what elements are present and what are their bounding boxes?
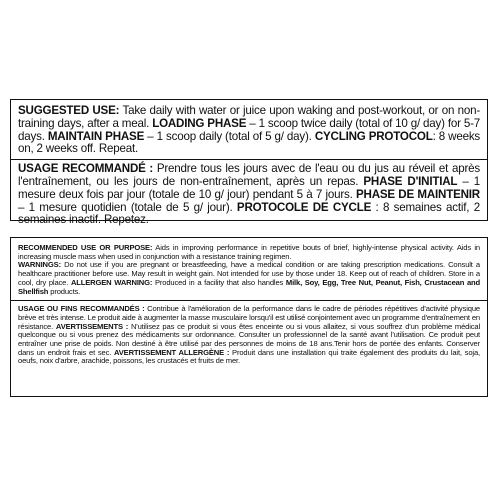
avertissement-allergene-text: Produit dans une installation qui traite également des produits du lait, soja, oeufs, noix d'arbre, arachide, poissons, les crustacés et fruits de mer. <box>18 347 480 366</box>
avertissements-text: N'utilisez pas ce produit si vous êtes enceinte ou si vous allaitez, si vous souffrez d'un problème médical quelconque ou si vous prenez des médicaments sur ordonnance. Consulter un professionnel de la santé avant l'utilisation. Ce produit peut entraîner une prise de poids. Non destiné à être utilisé par des personnes de moins de 18 ans.Tenir hors de portée des enfants. Conserver dans un endroit frais et sec. <box>18 321 481 357</box>
usage-instructions-panel <box>10 99 488 227</box>
allergen-items: Milk, Soy, Egg, Tree Nut, Peanut, Fish, Crustacean and Shellfish <box>18 277 480 296</box>
phase-initial-text: – 1 mesure deux fois par jour (totale de 10 g/ jour) pendant 5 à 7 jours. <box>18 174 480 201</box>
usage-recommande-text: Prendre tous les jours avec de l'eau ou du jus au réveil et après l'entraînement, ou les jours de non-entraînement, après un repas. <box>18 162 480 188</box>
warnings-text: Do not use if you are pregnant or breastfeeding, have a medical condition or are taking prescription medications. Consult a healthcare practitioner before use. May result in weight gain. Not intended for use by those under 18. Keep out of reach of children. Store in a cool, dry place. <box>18 260 480 287</box>
warnings-paragraph <box>18 261 480 296</box>
purpose-paragraph <box>18 244 480 261</box>
suggested-use-section <box>11 100 487 159</box>
phase-maintenir-label: PHASE DE MAINTENIR <box>355 187 480 201</box>
usage-fins-text: Contribue à l'amélioration de la performance dans le cadre de périodes répétitives d'activité physique brève et très intense. Le produit aide à augmenter la masse musculaire lorsqu'il est utilisé conjointement avec un programme d'entraînement en résistance. <box>18 304 480 331</box>
cycling-protocol-text: : 8 weeks on, 2 weeks off. Repeat. <box>18 129 481 156</box>
suggested-use-label: SUGGESTED USE: <box>18 104 120 117</box>
suggested-use-paragraph <box>18 105 480 156</box>
protocole-cycle-text: : 8 semaines actif, 2 semaines inactif. Repetez. <box>18 200 480 227</box>
loading-phase-text: – 1 scoop twice daily (total of 10 g/ day) for 5-7 days. <box>18 116 480 143</box>
phase-maintenir-text: – 1 mesure quotidien (totale de 5 g/ jour). <box>18 200 237 214</box>
usage-recommande-section <box>11 160 487 227</box>
usage-recommande-paragraph <box>18 163 480 227</box>
usage-fins-label: USAGE OU FINS RECOMMANDÉS : <box>18 304 145 314</box>
cycling-protocol-label: CYCLING PROTOCOL <box>314 129 433 143</box>
usage-fins-section <box>11 301 487 366</box>
recommended-use-section <box>11 238 487 300</box>
maintain-phase-label: MAINTAIN PHASE <box>47 129 145 143</box>
maintain-phase-text: – 1 scoop daily (total of 5 g/ day). <box>144 129 315 143</box>
allergen-end-text: products. <box>48 286 81 296</box>
loading-phase-label: LOADING PHASE <box>152 116 247 130</box>
allergen-warning-text: Produced in a facility that also handles <box>152 277 286 287</box>
allergen-warning-label: ALLERGEN WARNING: <box>70 277 153 287</box>
usage-recommande-label: USAGE RECOMMANDÉ : <box>18 162 154 176</box>
avertissements-label: AVERTISSEMENTS : <box>55 321 129 331</box>
warnings-panel <box>10 237 488 397</box>
purpose-label: RECOMMENDED USE OR PURPOSE: <box>18 243 153 252</box>
avertissement-allergene-label: AVERTISSEMENT ALLERGÈNE : <box>113 347 230 357</box>
warnings-label: WARNINGS: <box>18 260 61 270</box>
usage-fins-paragraph <box>18 305 480 366</box>
phase-initial-label: PHASE D'INITIAL <box>363 174 458 188</box>
suggested-use-text: Take daily with water or juice upon waking and post-workout, or on non-training days, after a meal. <box>18 104 480 130</box>
purpose-text: Aids in improving performance in repetitive bouts of brief, highly-intense physical activity. Aids in increasing muscle mass when used in conjunction with a resistance training regimen. <box>18 243 480 261</box>
protocole-cycle-label: PROTOCOLE DE CYCLE <box>236 200 372 214</box>
